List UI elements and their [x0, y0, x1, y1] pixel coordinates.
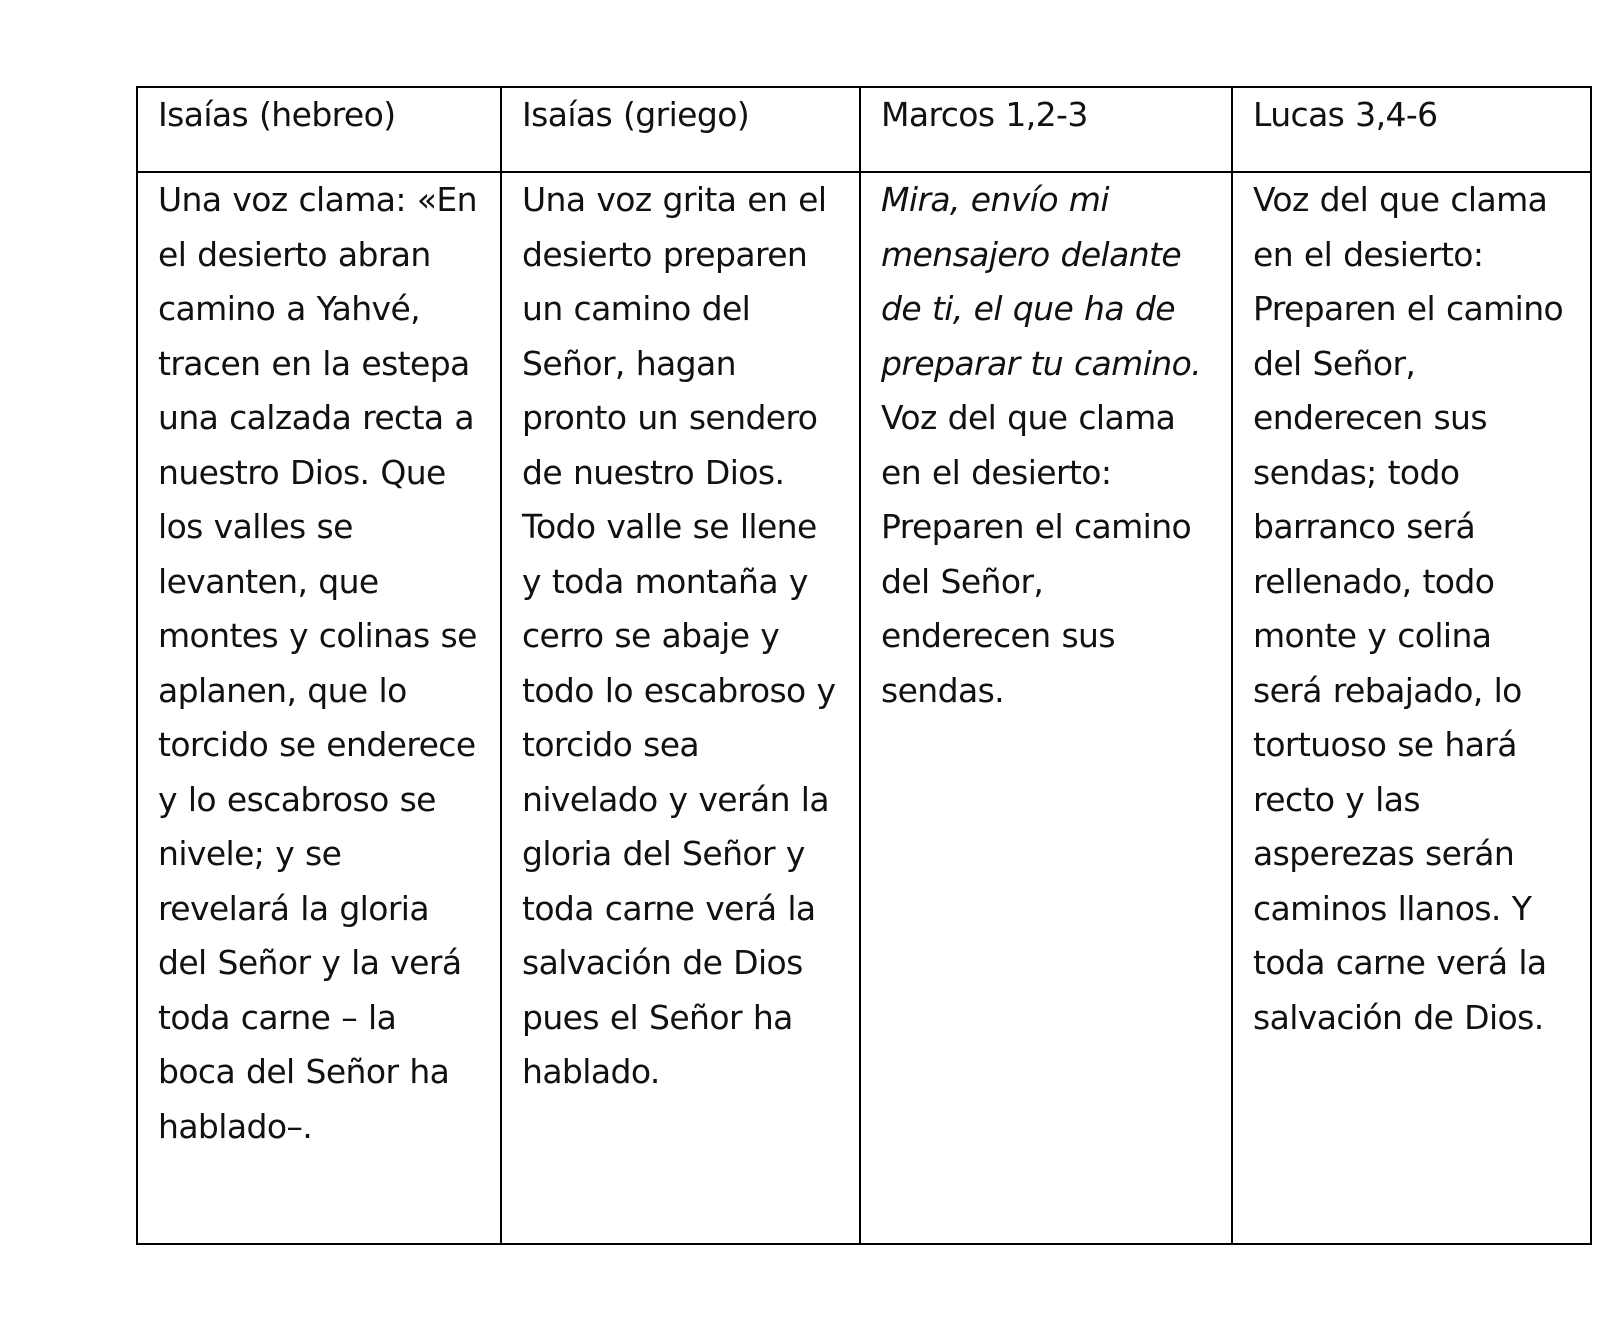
cell-isaias-hebreo: Una voz clama: «En el desierto abran camino a Yahvé, tracen en la estepa una calzada recta a nuestro Dios. Que los valles se levanten, que montes y colinas se aplanen, que lo torcido se enderece y lo escabroso se nivele; y se revelará la gloria del Señor y la verá toda carne – la boca del Señor ha hablado–. — [138, 173, 502, 1243]
header-isaias-griego: Isaías (griego) — [502, 88, 861, 173]
comparison-table — [136, 86, 1592, 1245]
header-lucas: Lucas 3,4-6 — [1233, 88, 1590, 173]
header-marcos: Marcos 1,2-3 — [861, 88, 1233, 173]
cell-lucas: Voz del que clama en el desierto: Preparen el camino del Señor, enderecen sus sendas; todo barranco será rellenado, todo monte y colina será rebajado, lo tortuoso se hará recto y las asperezas serán caminos llanos. Y toda carne verá la salvación de Dios. — [1253, 180, 1564, 1037]
marcos-text: Voz del que clama en el desierto: Preparen el camino del Señor, enderecen sus sendas. — [881, 398, 1192, 710]
marcos-italic-quote: Mira, envío mi mensajero delante de ti, el que ha de preparar tu camino. — [881, 180, 1202, 383]
header-isaias-hebreo: Isaías (hebreo) — [138, 88, 502, 173]
cell-marcos — [861, 173, 1233, 1243]
cell-isaias-griego: Una voz grita en el desierto preparen un camino del Señor, hagan pronto un sendero de nuestro Dios. Todo valle se llene y toda montaña y cerro se abaje y todo lo escabroso y torcido sea nivelado y verán la gloria del Señor y toda carne verá la salvación de Dios pues el Señor ha hablado. — [502, 173, 861, 1243]
